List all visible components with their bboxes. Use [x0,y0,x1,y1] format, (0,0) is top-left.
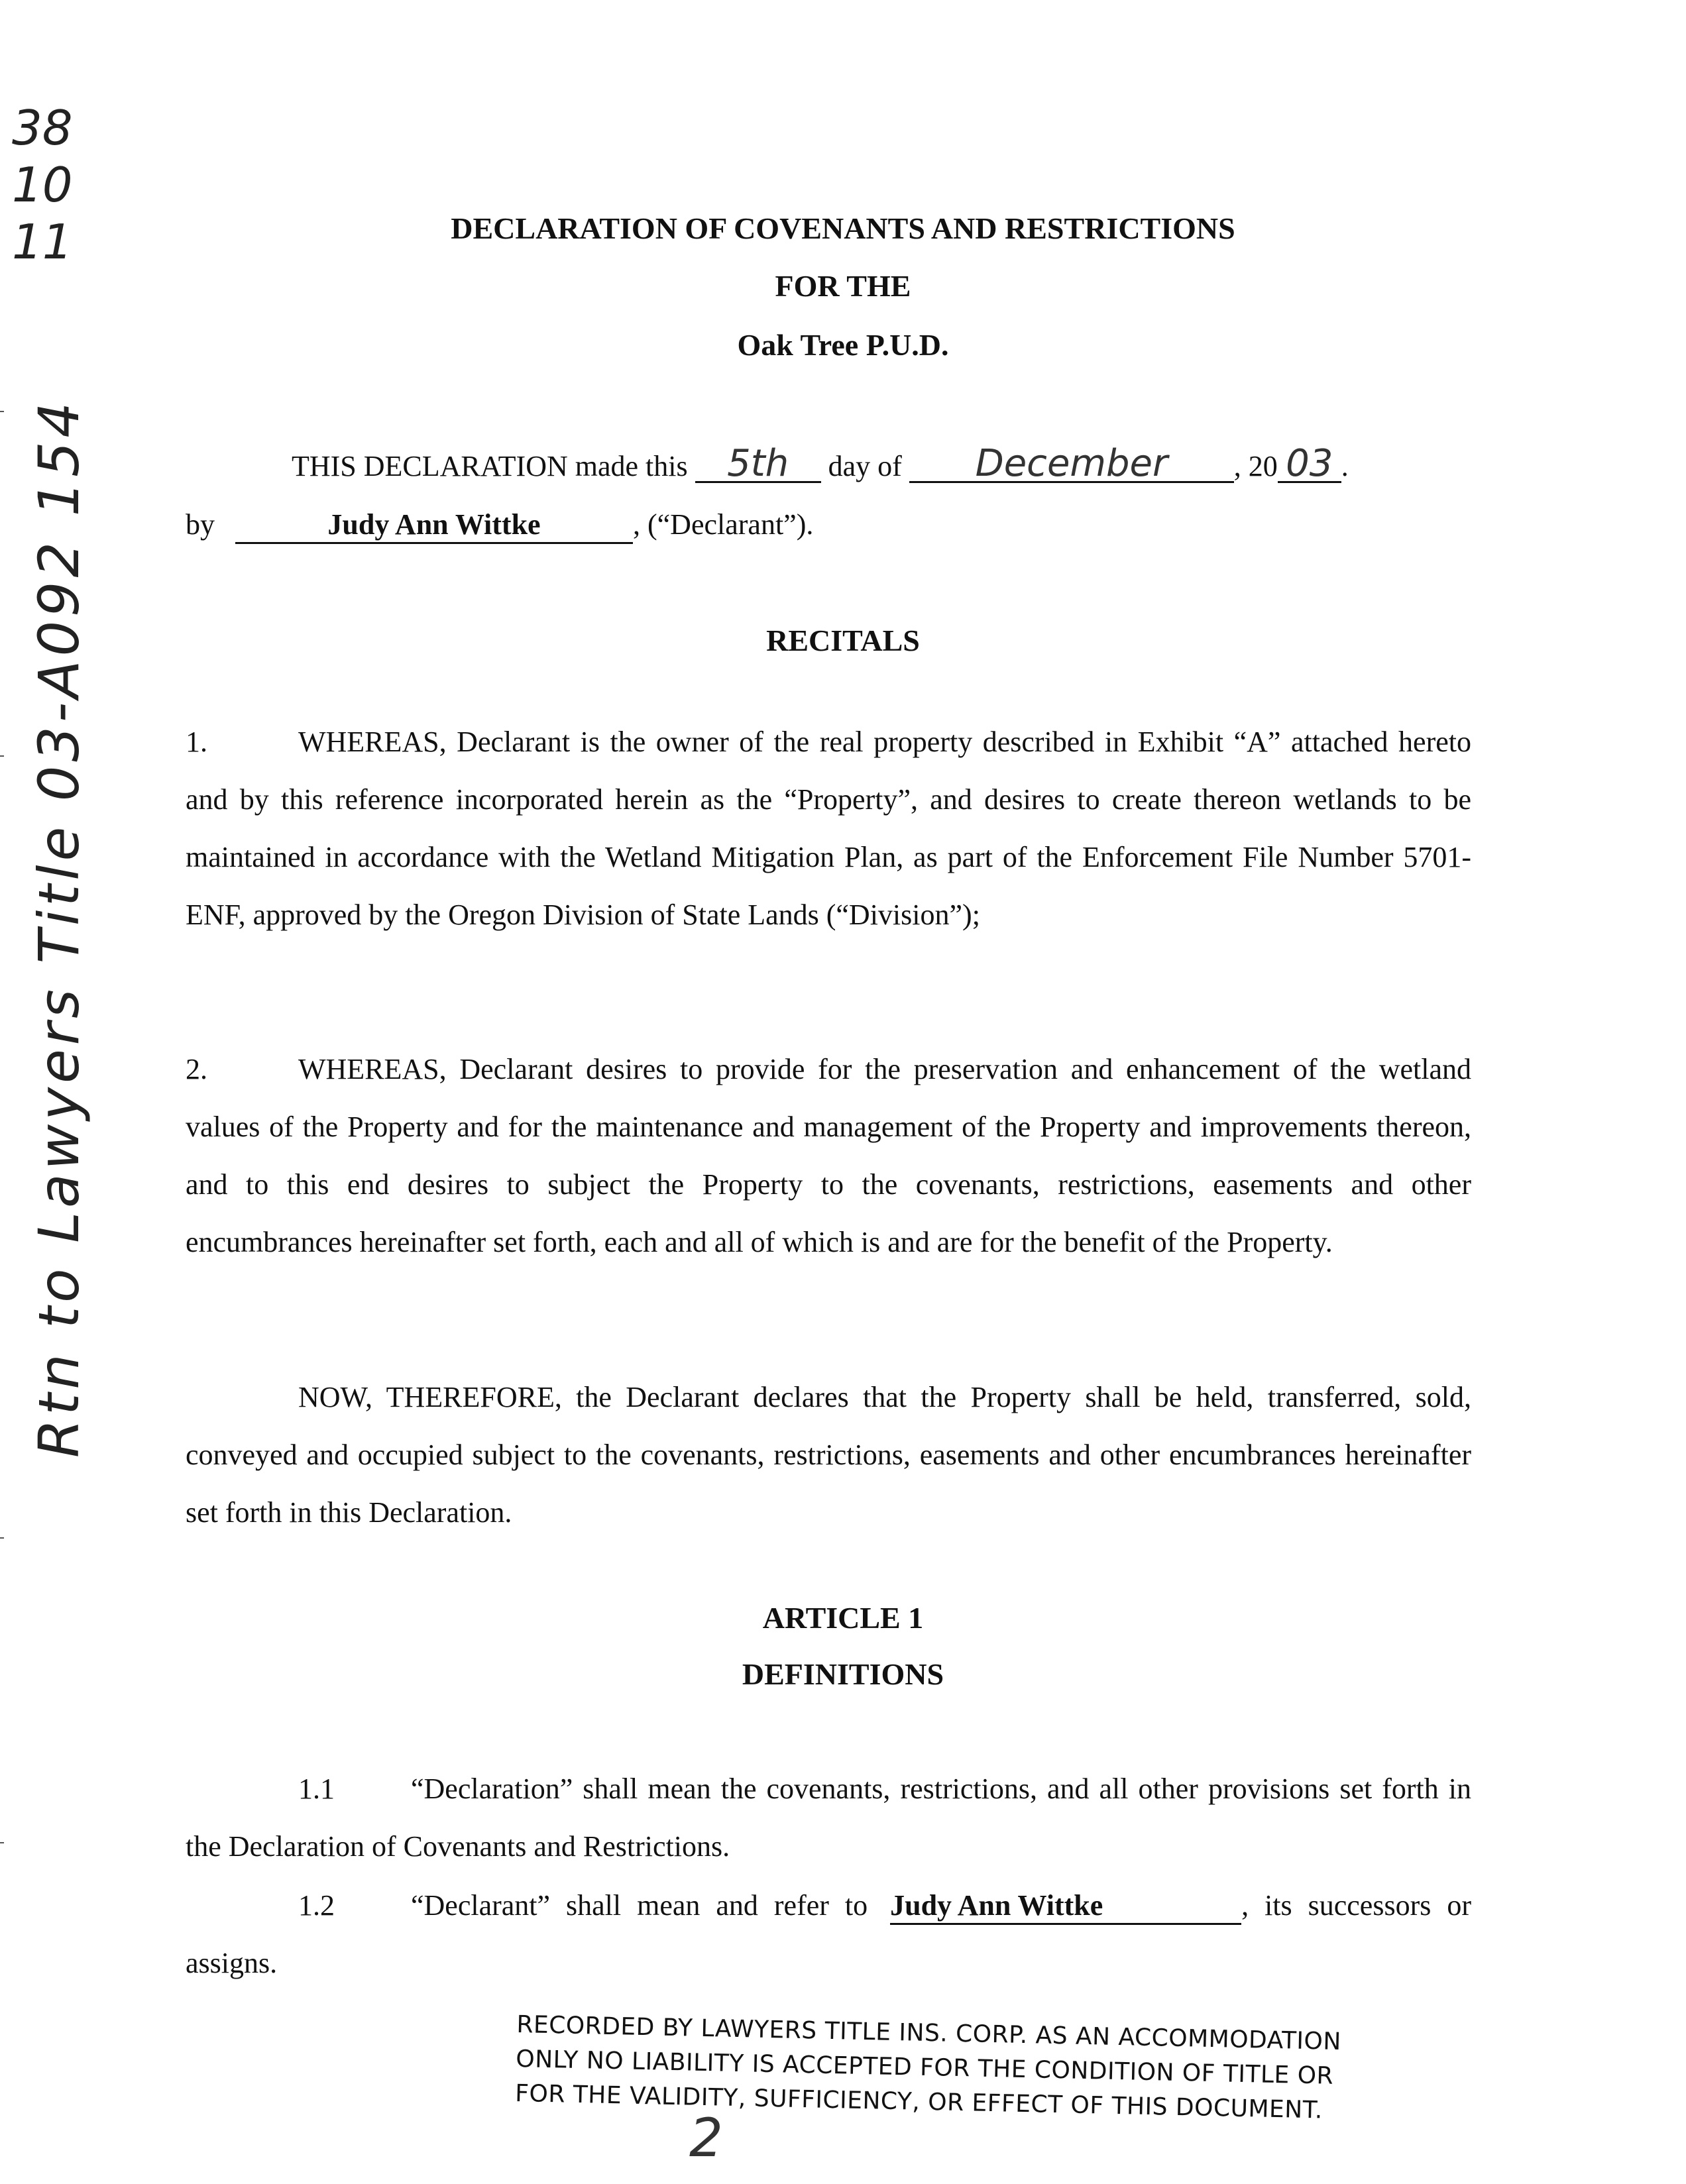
corner-note-text: 38 10 11 [12,100,73,270]
therefore-paragraph [186,1368,1471,1541]
definition-1-2-number: 1.2 [298,1889,335,1922]
intro-by: by [186,508,215,541]
stamp-line-2: ONLY NO LIABILITY IS ACCEPTED FOR THE CONDITION OF TITLE OR [515,2045,1334,2090]
recording-stamp [515,2008,1342,2128]
intro-line [292,437,1349,495]
declarant-suffix: , (“Declarant”). [633,508,814,541]
declarant-name-field: Judy Ann Wittke [235,508,633,544]
scan-mark [0,755,4,757]
month-field: December [909,447,1234,483]
recital-2-number: 2. [186,1053,207,1085]
intro-by-line [186,496,813,553]
scan-mark [0,1842,4,1843]
recital-1-number: 1. [186,726,207,758]
intro-day-of: day of [828,450,902,482]
definition-1-2-suffix: , its successors or assigns. [186,1889,1471,1979]
article-1-heading: ARTICLE 1 [762,1601,924,1635]
recital-2 [186,1040,1471,1271]
handwritten-page-mark: 2 [689,2107,723,2169]
definition-1-1 [186,1760,1471,1875]
recital-1 [186,713,1471,944]
definition-1-2-name: Judy Ann Wittke [890,1888,1241,1925]
therefore-text: NOW, THEREFORE, the Declarant declares that the Property shall be held, transferred, sold, conveyed and occupied subject to the covenants, restrictions, easements and other encumbrances hereinafter set forth in this Declaration. [186,1381,1471,1529]
day-field: 5th [695,447,821,483]
year-prefix: , 20 [1233,450,1278,482]
recital-2-text: WHEREAS, Declarant desires to provide for the preservation and enhancement of the wetland values of the Property and for the maintenance and management of the Property and improvements thereon, and to this end desires to subject the Property to the covenants, restrictions, easements and other encumbrances hereinafter set forth, each and all of which is and are for the benefit of the Property. [186,1053,1471,1258]
definition-1-2 [186,1877,1471,1992]
definition-1-2-prefix: “Declarant” shall mean and refer to [411,1889,868,1922]
document-title-line3: Oak Tree P.U.D. [737,328,949,362]
article-1-subheading: DEFINITIONS [742,1657,944,1691]
document-title-line2: FOR THE [775,269,911,303]
stamp-line-3: FOR THE VALIDITY, SUFFICIENCY, OR EFFECT OF THIS DOCUMENT. [514,2079,1323,2124]
year-field: 03 [1278,447,1341,483]
intro-prefix: THIS DECLARATION made this [292,450,688,482]
year-suffix: . [1341,450,1349,482]
recital-1-text: WHEREAS, Declarant is the owner of the real property described in Exhibit “A” attached hereto and by this reference incorporated herein as the “Property”, and desires to create thereon wetlands to be maintained in accordance with the Wetland Mitigation Plan, as part of the Enforcement File Number 5701-ENF, approved by the Oregon Division of State Lands (“Division”); [186,726,1471,931]
definition-1-1-text: “Declaration” shall mean the covenants, restrictions, and all other provisions set forth in the Declaration of Covenants and Restrictions. [186,1773,1471,1863]
recitals-heading: RECITALS [766,624,920,657]
handwritten-margin-note: Rtn to Lawyers Title 03-A092 154 [27,398,91,1458]
stamp-line-1: RECORDED BY LAWYERS TITLE INS. CORP. AS AN ACCOMMODATION [516,2010,1342,2056]
scan-mark [0,1537,4,1539]
scan-mark [0,411,4,412]
document-title: DECLARATION OF COVENANTS AND RESTRICTIONS [451,211,1235,245]
definition-1-1-number: 1.1 [298,1773,335,1805]
